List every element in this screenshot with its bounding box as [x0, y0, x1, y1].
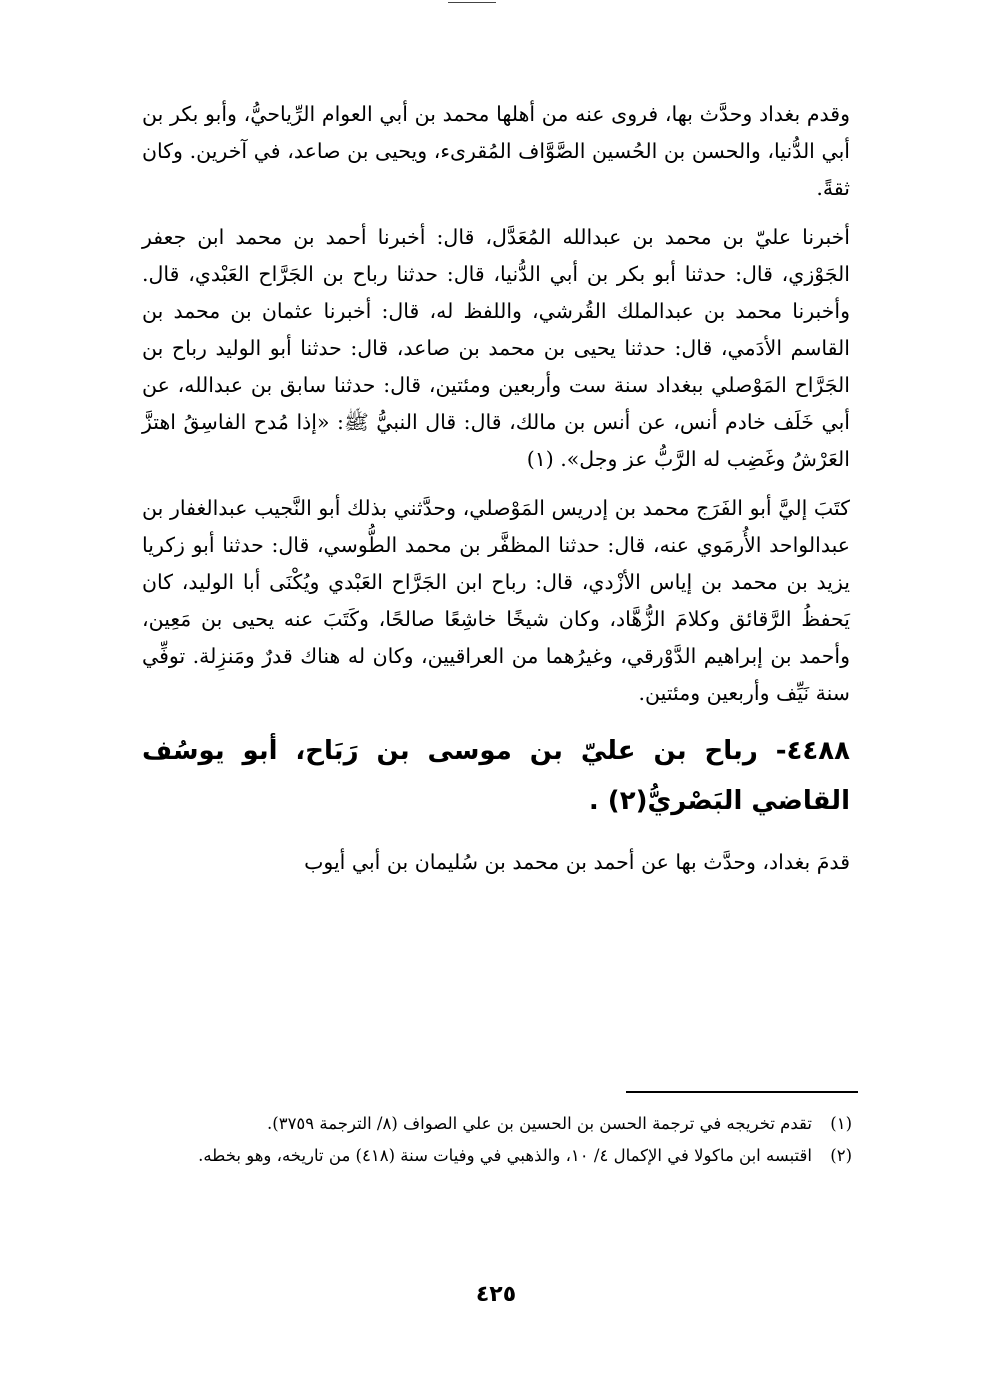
top-margin-mark: [448, 2, 496, 7]
footnote-number: (١): [830, 1114, 852, 1133]
paragraph-2: أخبرنا عليّ بن محمد بن عبدالله المُعَدَّل، قال: أخبرنا أحمد بن محمد ابن جعفر الجَوْزي، قال: حدثنا أبو بكر بن أبي الدُّنيا، قال: حدثنا رباح بن الجَرَّاح العَبْدي، قال. وأخبرنا محمد بن عبدالملك القُرشي، واللفظ له، قال: أخبرنا عثمان بن محمد بن القاسم الأدَمي، قال: حدثنا يحيى بن محمد بن صاعد، قال: حدثنا أبو الوليد رباح بن الجَرَّاح المَوْصلي ببغداد سنة ست وأربعين ومئتين، قال: حدثنا سابق بن عبدالله، عن أبي خَلَف خادم أنس، عن أنس بن مالك، قال: قال النبيُّ ﷺ: «إذا مُدح الفاسِقُ اهتزَّ العَرْشُ وغَضِب له الرَّبُّ عز وجل». (١): [142, 225, 850, 471]
paragraph-3: كتَبَ إليَّ أبو الفَرَج محمد بن إدريس المَوْصلي، وحدَّثني بذلك أبو النَّجيب عبدالغفار بن عبدالواحد الأُرمَوي عنه، قال: حدثنا المظفَّر بن محمد الطُّوسي، قال: حدثنا أبو زكريا يزيد بن محمد بن إياس الأزْدي، قال: رباح ابن الجَرَّاح العَبْدي ويُكْنَى أبا الوليد، كان يَحفظُ الرَّقائق وكلامَ الزُّهَّاد، وكان شيخًا خاشِعًا صالحًا، وكَتَبَ عنه يحيى بن مَعِين، وأحمد بن إبراهيم الدَّوْرقي، وغيرُهما من العراقيين، وكان له هناك قدرٌ ومَنزِلة. توفِّي سنة نَيِّف وأربعين ومئتين.: [142, 496, 850, 705]
paragraph-1: وقدم بغداد وحدَّث بها، فروى عنه من أهلها محمد بن أبي العوام الرِّياحيُّ، وأبو بكر بن أبي الدُّنيا، والحسن بن الحُسين الصَّوَّاف المُقرىء، ويحيى بن صاعد، في آخرين. وكان ثقةً.: [142, 102, 850, 200]
footnote-text: اقتبسه ابن ماكولا في الإكمال ٤/ ١٠، والذهبي في وفيات سنة (٤١٨) من تاريخه، وهو بخطه.: [198, 1146, 812, 1165]
footnote-divider: [626, 1091, 858, 1093]
entry-heading: ٤٤٨٨- رباح بن عليّ بن موسى بن رَبَاح، أبو يوسُف القاضي البَصْريُّ(٢) .: [142, 736, 850, 816]
main-text: [142, 96, 850, 881]
page-number: ٤٢٥: [475, 1282, 517, 1307]
footnote-2: [142, 1140, 852, 1172]
paragraph-4: قدمَ بغداد، وحدَّث بها عن أحمد بن محمد بن سُليمان بن أبي أيوب: [304, 850, 850, 874]
footnote-text: تقدم تخريجه في ترجمة الحسن بن الحسين بن علي الصواف (٨/ الترجمة ٣٧٥٩).: [267, 1114, 812, 1133]
footnote-number: (٢): [830, 1146, 852, 1165]
footnote-1: [142, 1108, 852, 1140]
footnotes: [142, 1108, 852, 1172]
